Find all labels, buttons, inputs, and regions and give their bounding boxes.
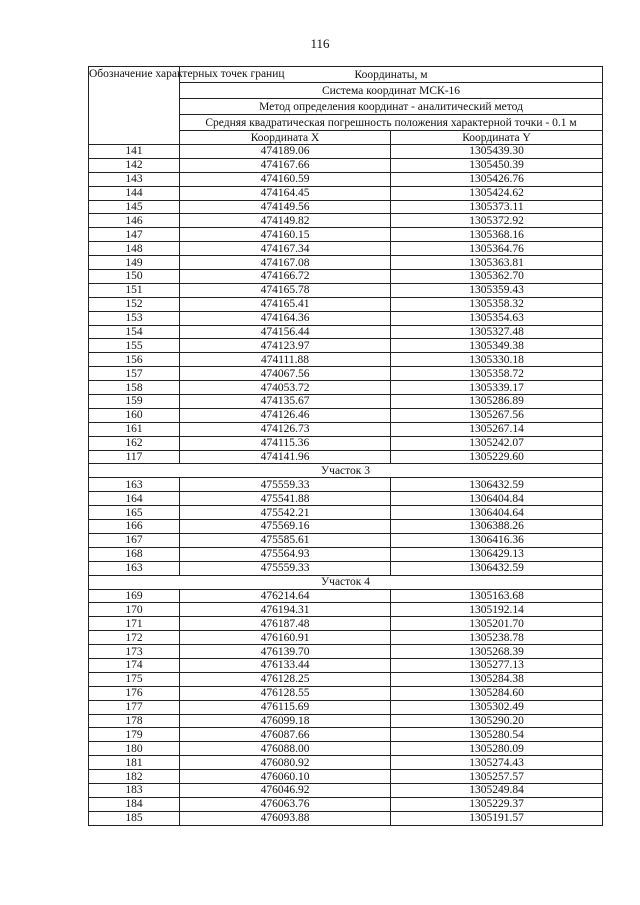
coord-y-cell: 1305327.48	[391, 325, 603, 339]
coord-x-cell: 475559.33	[180, 478, 391, 492]
point-id-cell: 117	[89, 450, 180, 464]
coord-x-cell: 474189.06	[180, 145, 391, 159]
point-id-cell: 157	[89, 367, 180, 381]
point-id-cell: 154	[89, 325, 180, 339]
table-row	[89, 742, 603, 756]
coord-y-cell: 1305267.56	[391, 408, 603, 422]
point-id-cell: 174	[89, 658, 180, 672]
coord-y-cell: 1305268.39	[391, 645, 603, 659]
point-id-cell: 141	[89, 145, 180, 159]
coord-x-cell: 476060.10	[180, 770, 391, 784]
point-id-cell: 150	[89, 270, 180, 284]
table-row	[89, 561, 603, 575]
point-id-cell: 165	[89, 506, 180, 520]
table-row	[89, 658, 603, 672]
coord-x-cell: 474167.34	[180, 242, 391, 256]
point-id-cell: 144	[89, 186, 180, 200]
method-line: Метод определения координат - аналитический метод	[180, 99, 603, 115]
table-row	[89, 408, 603, 422]
coord-x-cell: 476139.70	[180, 645, 391, 659]
coord-y-cell: 1306416.36	[391, 533, 603, 547]
coord-y-cell: 1306404.64	[391, 506, 603, 520]
table-row	[89, 756, 603, 770]
section-title: Участок 4	[89, 575, 603, 589]
coord-x-cell: 474115.36	[180, 436, 391, 450]
coord-y-cell: 1305354.63	[391, 311, 603, 325]
table-row	[89, 381, 603, 395]
point-id-cell: 176	[89, 686, 180, 700]
table-row	[89, 533, 603, 547]
table-header	[89, 67, 603, 145]
coord-x-cell: 476194.31	[180, 603, 391, 617]
page-number: 116	[310, 36, 330, 51]
point-id-cell: 146	[89, 214, 180, 228]
point-id-cell: 171	[89, 617, 180, 631]
point-id-cell: 167	[89, 533, 180, 547]
coord-y-cell: 1305358.72	[391, 367, 603, 381]
point-id-cell: 143	[89, 172, 180, 186]
coord-x-cell: 476187.48	[180, 617, 391, 631]
point-id-cell: 152	[89, 297, 180, 311]
table-row	[89, 214, 603, 228]
coord-y-cell: 1305201.70	[391, 617, 603, 631]
coord-y-cell: 1305286.89	[391, 395, 603, 409]
table-row	[89, 242, 603, 256]
table-row	[89, 283, 603, 297]
table-row	[89, 783, 603, 797]
coord-x-cell: 475541.88	[180, 492, 391, 506]
point-id-cell: 181	[89, 756, 180, 770]
coord-x-cell: 476128.25	[180, 672, 391, 686]
table-row	[89, 547, 603, 561]
table-row	[89, 686, 603, 700]
table-row	[89, 645, 603, 659]
table-row	[89, 228, 603, 242]
coord-x-cell: 474135.67	[180, 395, 391, 409]
coord-y-cell: 1305242.07	[391, 436, 603, 450]
point-id-cell: 180	[89, 742, 180, 756]
coord-y-cell: 1306388.26	[391, 520, 603, 534]
coord-y-cell: 1305274.43	[391, 756, 603, 770]
coord-x-cell: 474164.45	[180, 186, 391, 200]
coord-y-cell: 1305280.09	[391, 742, 603, 756]
coord-y-cell: 1305229.37	[391, 797, 603, 811]
coord-x-cell: 475585.61	[180, 533, 391, 547]
coord-x-cell: 474165.78	[180, 283, 391, 297]
table-row	[89, 172, 603, 186]
table-row	[89, 631, 603, 645]
table-row	[89, 520, 603, 534]
point-id-cell: 173	[89, 645, 180, 659]
coord-x-cell: 476046.92	[180, 783, 391, 797]
coord-x-cell: 476088.00	[180, 742, 391, 756]
coord-y-cell: 1305267.14	[391, 422, 603, 436]
coord-x-cell: 475564.93	[180, 547, 391, 561]
point-id-cell: 148	[89, 242, 180, 256]
point-id-cell: 159	[89, 395, 180, 409]
point-id-cell: 166	[89, 520, 180, 534]
coord-x-cell: 474149.56	[180, 200, 391, 214]
point-id-cell: 162	[89, 436, 180, 450]
point-id-cell: 168	[89, 547, 180, 561]
coord-y-cell: 1305364.76	[391, 242, 603, 256]
coord-x-cell: 475559.33	[180, 561, 391, 575]
point-id-cell: 160	[89, 408, 180, 422]
coord-y-cell: 1305372.92	[391, 214, 603, 228]
coord-x-cell: 474053.72	[180, 381, 391, 395]
table-row	[89, 450, 603, 464]
point-id-cell: 177	[89, 700, 180, 714]
coord-x-cell: 476093.88	[180, 811, 391, 825]
point-id-cell: 184	[89, 797, 180, 811]
coord-y-cell: 1305363.81	[391, 256, 603, 270]
table-row	[89, 311, 603, 325]
point-id-cell: 169	[89, 589, 180, 603]
coord-y-cell: 1305439.30	[391, 145, 603, 159]
coord-x-cell: 474111.88	[180, 353, 391, 367]
coord-x-cell: 476214.64	[180, 589, 391, 603]
point-id-cell: 145	[89, 200, 180, 214]
table-row	[89, 297, 603, 311]
table-row	[89, 506, 603, 520]
point-id-cell: 182	[89, 770, 180, 784]
coord-y-cell: 1305191.57	[391, 811, 603, 825]
coord-y-cell: 1305229.60	[391, 450, 603, 464]
table-row	[89, 811, 603, 825]
point-id-cell: 147	[89, 228, 180, 242]
coord-x-cell: 474160.15	[180, 228, 391, 242]
coord-y-cell: 1305373.11	[391, 200, 603, 214]
point-id-cell: 175	[89, 672, 180, 686]
coord-x-cell: 476087.66	[180, 728, 391, 742]
table-row	[89, 270, 603, 284]
point-id-cell: 179	[89, 728, 180, 742]
coordinates-title: Координаты, м	[180, 67, 603, 83]
point-id-cell: 151	[89, 283, 180, 297]
coord-x-cell: 474164.36	[180, 311, 391, 325]
section-row	[89, 575, 603, 589]
table-row	[89, 797, 603, 811]
point-id-cell: 142	[89, 158, 180, 172]
table-row	[89, 145, 603, 159]
coord-y-cell: 1305426.76	[391, 172, 603, 186]
table-row	[89, 325, 603, 339]
coord-y-cell: 1305192.14	[391, 603, 603, 617]
point-id-cell: 178	[89, 714, 180, 728]
coord-y-cell: 1305280.54	[391, 728, 603, 742]
point-id-cell: 158	[89, 381, 180, 395]
coord-x-cell: 474126.46	[180, 408, 391, 422]
coord-y-cell: 1305424.62	[391, 186, 603, 200]
coord-y-cell: 1305339.17	[391, 381, 603, 395]
coord-y-cell: 1305284.60	[391, 686, 603, 700]
point-id-cell: 163	[89, 561, 180, 575]
coord-y-cell: 1305330.18	[391, 353, 603, 367]
coord-x-cell: 476080.92	[180, 756, 391, 770]
coord-y-cell: 1305368.16	[391, 228, 603, 242]
coord-y-cell: 1305277.13	[391, 658, 603, 672]
table-row	[89, 700, 603, 714]
point-id-cell: 153	[89, 311, 180, 325]
table-row	[89, 672, 603, 686]
coord-y-cell: 1305302.49	[391, 700, 603, 714]
table-row	[89, 714, 603, 728]
table-row	[89, 770, 603, 784]
coord-y-cell: 1306429.13	[391, 547, 603, 561]
coord-y-cell: 1305349.38	[391, 339, 603, 353]
coord-x-cell: 476160.91	[180, 631, 391, 645]
coord-x-cell: 474123.97	[180, 339, 391, 353]
coord-x-cell: 476115.69	[180, 700, 391, 714]
coord-y-cell: 1305238.78	[391, 631, 603, 645]
coord-x-cell: 475542.21	[180, 506, 391, 520]
point-id-cell: 185	[89, 811, 180, 825]
section-title: Участок 3	[89, 464, 603, 478]
coord-y-cell: 1305163.68	[391, 589, 603, 603]
coord-x-cell: 476128.55	[180, 686, 391, 700]
coordinate-system: Система координат МСК-16	[180, 83, 603, 99]
coord-y-cell: 1305450.39	[391, 158, 603, 172]
table-row	[89, 436, 603, 450]
table-row	[89, 422, 603, 436]
table-row	[89, 256, 603, 270]
table-row	[89, 478, 603, 492]
coord-x-cell: 476063.76	[180, 797, 391, 811]
coord-x-cell: 474167.66	[180, 158, 391, 172]
table-row	[89, 200, 603, 214]
table-row	[89, 186, 603, 200]
coord-y-cell: 1305290.20	[391, 714, 603, 728]
column-header-y: Координата Y	[391, 131, 603, 145]
point-id-cell: 172	[89, 631, 180, 645]
point-id-cell: 149	[89, 256, 180, 270]
coord-x-cell: 474067.56	[180, 367, 391, 381]
table-row	[89, 339, 603, 353]
table-row	[89, 353, 603, 367]
coord-x-cell: 474141.96	[180, 450, 391, 464]
table-row	[89, 367, 603, 381]
coord-y-cell: 1305257.57	[391, 770, 603, 784]
coord-x-cell: 474166.72	[180, 270, 391, 284]
table-row	[89, 617, 603, 631]
point-id-cell: 164	[89, 492, 180, 506]
coord-y-cell: 1306432.59	[391, 561, 603, 575]
table-row	[89, 492, 603, 506]
point-label-header: Обозначение характерных точек границ	[89, 67, 180, 145]
point-id-cell: 161	[89, 422, 180, 436]
table-body	[89, 145, 603, 826]
section-row	[89, 464, 603, 478]
point-id-cell: 183	[89, 783, 180, 797]
table-row	[89, 589, 603, 603]
coord-x-cell: 474149.82	[180, 214, 391, 228]
coord-x-cell: 475569.16	[180, 520, 391, 534]
coordinates-table	[88, 66, 603, 826]
coord-x-cell: 474156.44	[180, 325, 391, 339]
coord-x-cell: 474167.08	[180, 256, 391, 270]
coord-y-cell: 1306432.59	[391, 478, 603, 492]
column-header-x: Координата X	[180, 131, 391, 145]
coord-x-cell: 474160.59	[180, 172, 391, 186]
coord-y-cell: 1305249.84	[391, 783, 603, 797]
point-id-cell: 156	[89, 353, 180, 367]
coord-x-cell: 474165.41	[180, 297, 391, 311]
table-row	[89, 728, 603, 742]
coord-x-cell: 476133.44	[180, 658, 391, 672]
point-id-cell: 163	[89, 478, 180, 492]
coord-x-cell: 474126.73	[180, 422, 391, 436]
coord-x-cell: 476099.18	[180, 714, 391, 728]
point-id-cell: 155	[89, 339, 180, 353]
table-row	[89, 395, 603, 409]
table-row	[89, 158, 603, 172]
coord-y-cell: 1305362.70	[391, 270, 603, 284]
point-id-cell: 170	[89, 603, 180, 617]
coord-y-cell: 1305359.43	[391, 283, 603, 297]
coord-y-cell: 1305358.32	[391, 297, 603, 311]
coord-y-cell: 1305284.38	[391, 672, 603, 686]
accuracy-line: Средняя квадратическая погрешность положения характерной точки - 0.1 м	[180, 115, 603, 131]
coord-y-cell: 1306404.84	[391, 492, 603, 506]
table-row	[89, 603, 603, 617]
